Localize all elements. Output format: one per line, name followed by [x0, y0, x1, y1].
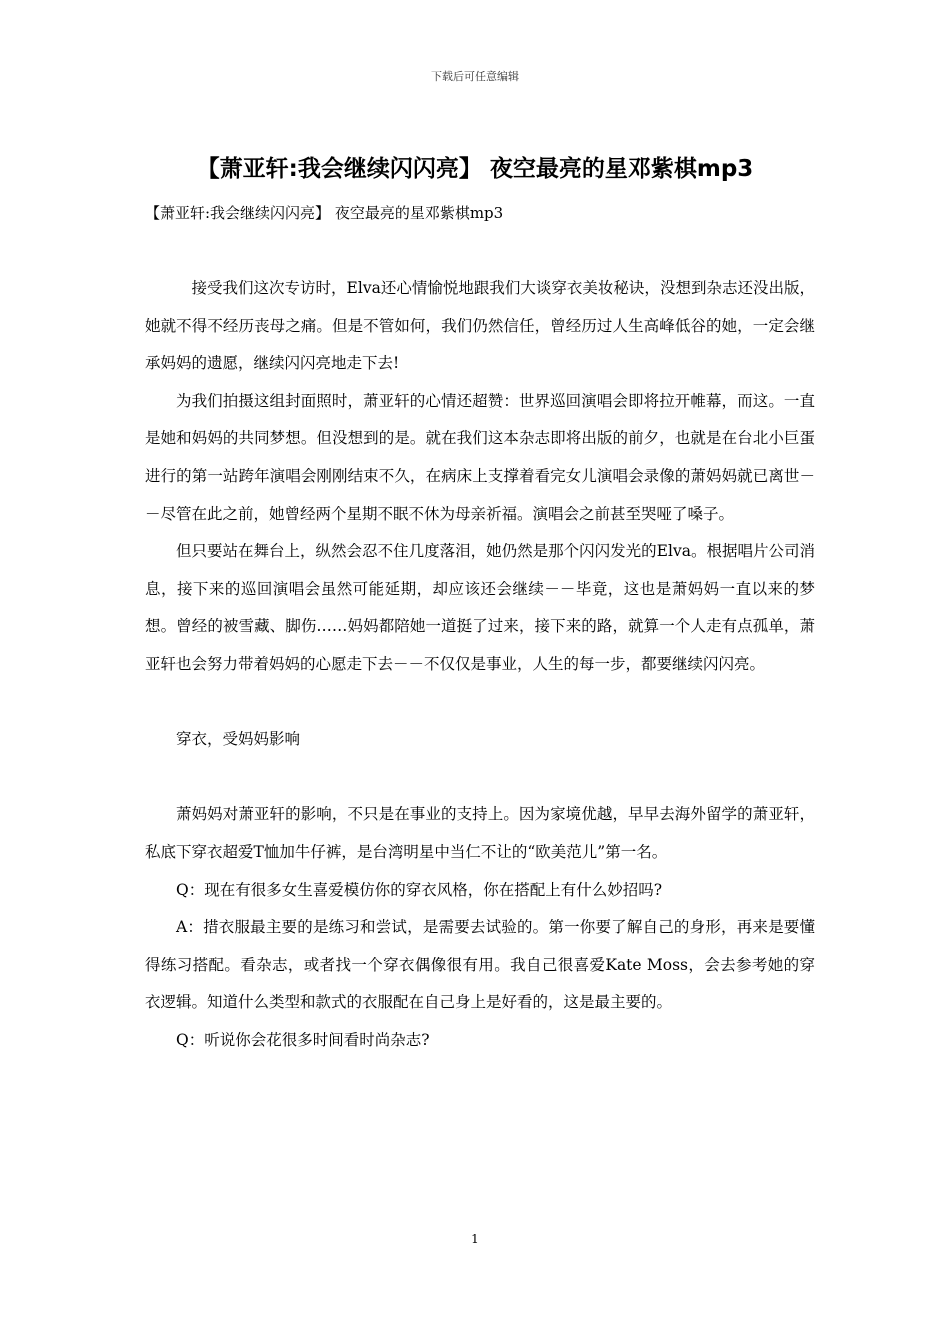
section-heading-dressing: 穿衣，受妈妈影响	[176, 730, 301, 749]
article-body	[145, 270, 815, 1059]
answer-style-tips: A：措衣服最主要的是练习和尝试，是需要去试验的。第一你要了解自己的身形，再来是要懂得练习搭配。看杂志，或者找一个穿衣偶像很有用。我自己很喜爱Kate Moss，会去参考她的穿衣逻辑。知道什么类型和款式的衣服配在自己身上是好看的，这是最主要的。	[145, 918, 815, 1012]
header-note: 下载后可任意编辑	[431, 70, 519, 83]
document-subtitle: 【萧亚轩:我会继续闪闪亮】 夜空最亮的星邓紫棋mp3	[145, 204, 504, 222]
paragraph-photoshoot: 为我们拍摄这组封面照时，萧亚轩的心情还超赞：世界巡回演唱会即将拉开帷幕，而这。一直是她和妈妈的共同梦想。但没想到的是。就在我们这本杂志即将出版的前夕，也就是在台北小巨蛋进行的第一站跨年演唱会刚刚结束不久，在病床上支撑着看完女儿演唱会录像的萧妈妈就已离世－－尽管在此之前，她曾经两个星期不眠不休为母亲祈福。演唱会之前甚至哭哑了嗓子。	[145, 391, 815, 523]
paragraph-mother-influence: 萧妈妈对萧亚轩的影响，不只是在事业的支持上。因为家境优越，早早去海外留学的萧亚轩，私底下穿衣超爱T恤加牛仔裤，是台湾明星中当仁不让的“欧美范儿”第一名。	[145, 805, 815, 861]
paragraph-intro: 接受我们这次专访时，Elva还心情愉悦地跟我们大谈穿衣美妆秘诀，没想到杂志还没出版，她就不得不经历丧母之痛。但是不管如何，我们仍然信任，曾经历过人生高峰低谷的她，一定会继承妈妈的遗愿，继续闪闪亮地走下去!	[145, 279, 815, 373]
question-style-tips: Q：现在有很多女生喜爱模仿你的穿衣风格，你在搭配上有什么妙招吗?	[176, 880, 663, 899]
document-title: 【萧亚轩:我会继续闪闪亮】 夜空最亮的星邓紫棋mp3	[196, 156, 754, 182]
question-magazines: Q：听说你会花很多时间看时尚杂志?	[176, 1030, 430, 1049]
page-number: 1	[471, 1232, 479, 1246]
paragraph-stage: 但只要站在舞台上，纵然会忍不住几度落泪，她仍然是那个闪闪发光的Elva。根据唱片公司消息，接下来的巡回演唱会虽然可能延期，却应该还会继续－－毕竟，这也是萧妈妈一直以来的梦想。曾经的被雪藏、脚伤……妈妈都陪她一道挺了过来，接下来的路，就算一个人走有点孤单，萧亚轩也会努力带着妈妈的心愿走下去－－不仅仅是事业，人生的每一步，都要继续闪闪亮。	[145, 542, 815, 673]
